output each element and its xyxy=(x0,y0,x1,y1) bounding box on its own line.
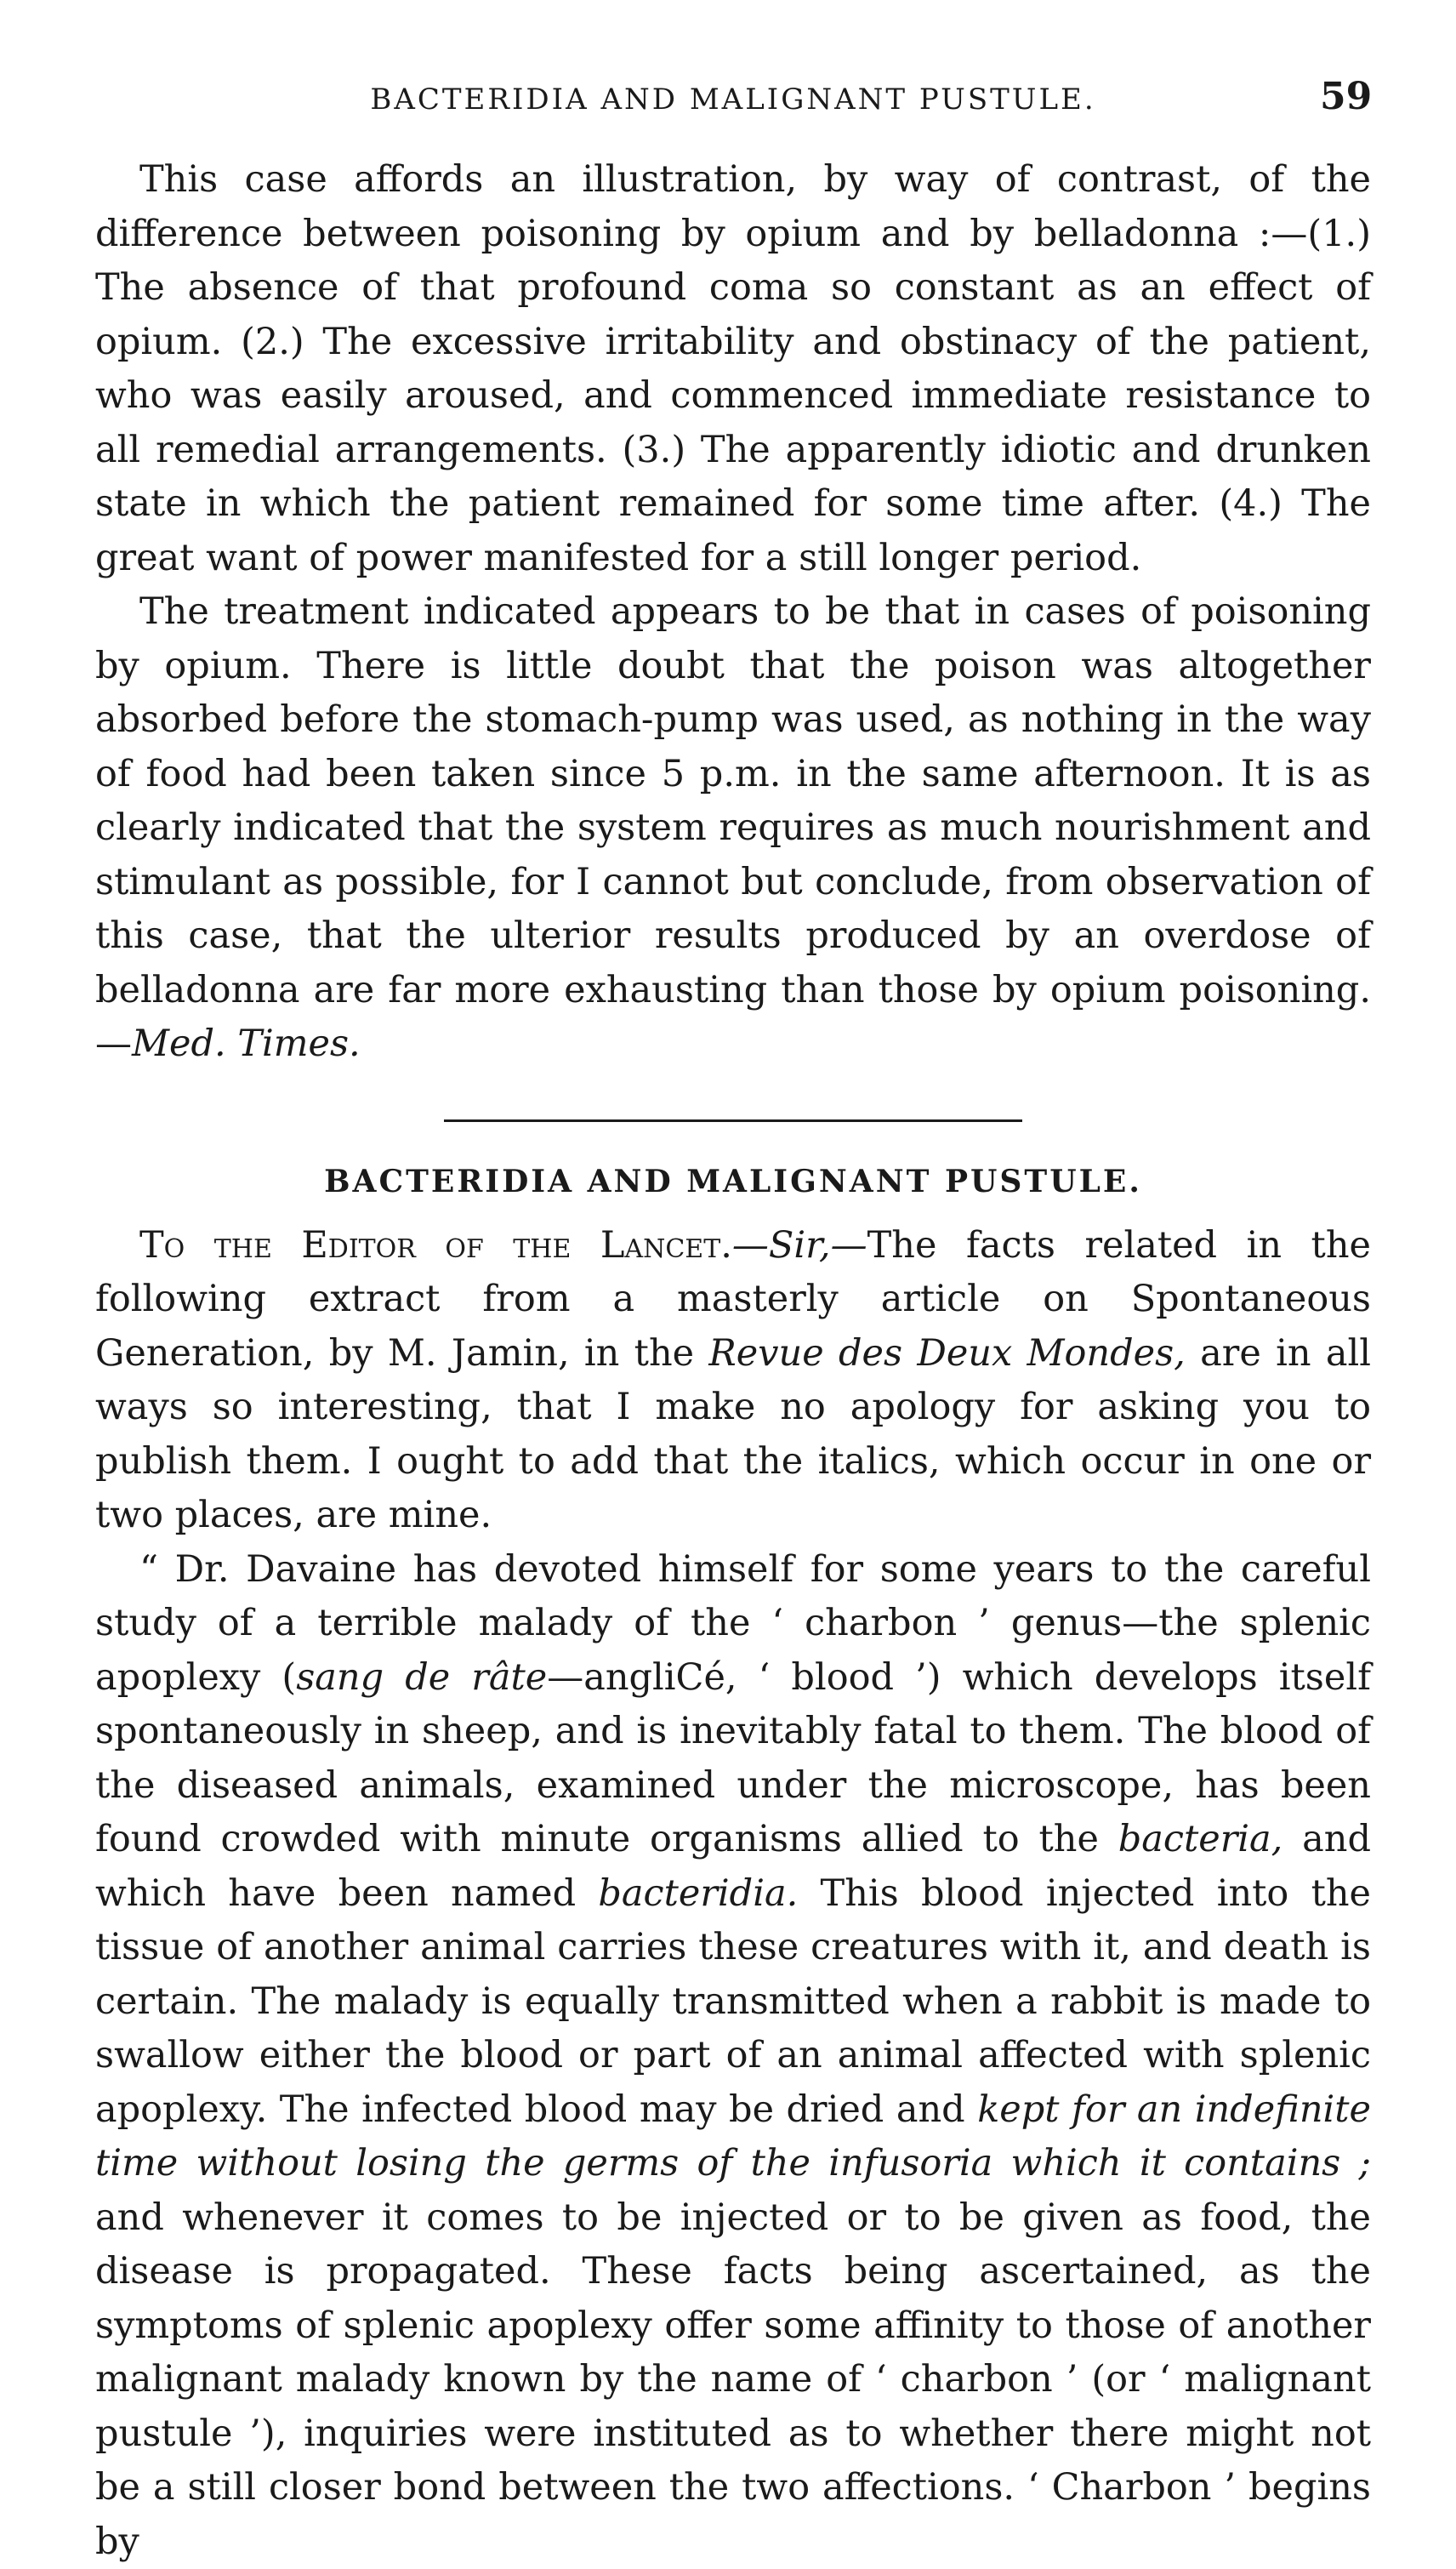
journal-title: Revue des Deux Mondes, xyxy=(708,1332,1185,1375)
paragraph xyxy=(95,585,1371,1072)
paragraph xyxy=(95,1219,1371,1543)
italic-term: sang de râte xyxy=(296,1656,547,1699)
page xyxy=(95,75,1371,2569)
italic-passage: kept for an indefinite time without losing the germs of the infusoria which it contains ; xyxy=(95,2088,1371,2185)
running-title: BACTERIDIA AND MALIGNANT PUSTULE. xyxy=(95,83,1320,117)
paragraph-text: This blood injected into the tissue of another animal carries these creatures with it, and death is certain. The malady is equally transmitted when a rabbit is made to swallow either the blood or part of an animal affected with splenic apoplexy. The infected blood may be dried and xyxy=(95,1872,1371,2131)
paragraph-text: The facts related in the following extract from a masterly article on Spontaneous Generation, by M. Jamin, in the xyxy=(95,1224,1371,1375)
paragraph-text: —angliCé, ‘ blood ’) which develops itself spontaneously in sheep, and is inevitably fatal to them. The blood of the diseased animals, examined under the microscope, has been found crowded with minute organisms allied to the xyxy=(95,1656,1371,1861)
italic-term: bacteria, xyxy=(1118,1818,1283,1860)
salutation-sir: —Sir,— xyxy=(732,1224,867,1267)
italic-term: bacteridia. xyxy=(598,1872,798,1915)
source-citation: Med. Times. xyxy=(132,1022,361,1065)
running-header xyxy=(95,75,1371,134)
section-title: BACTERIDIA AND MALIGNANT PUSTULE. xyxy=(95,1156,1371,1207)
section-divider xyxy=(444,1119,1022,1122)
paragraph-text: and whenever it comes to be injected or to be given as food, the disease is propagated. These facts being ascertained, as the symptoms of splenic apoplexy offer some affinity to those of another malignant malady known by the name of ‘ charbon ’ (or ‘ malignant pustule ’), inquiries were instituted as to whether there might not be a still closer bond between the two affections. ‘ Charbon ’ begins by xyxy=(95,2196,1371,2563)
paragraph-text: and which have been named xyxy=(95,1818,1371,1915)
page-number: 59 xyxy=(1320,75,1371,118)
paragraph-text: are in all ways so interesting, that I make no apology for asking you to publish them. I ought to add that the italics, which occur in one or two places, are mine. xyxy=(95,1332,1371,1537)
paragraph-text: “ Dr. Davaine has devoted himself for some years to the careful study of a terrible malady of the ‘ charbon ’ genus—the splenic apoplexy ( xyxy=(95,1548,1371,1699)
salutation: To the Editor of the Lancet. xyxy=(139,1224,732,1267)
article-bacteridia xyxy=(95,1156,1371,2569)
paragraph-text: This case affords an illustration, by way of contrast, of the difference between poisoning by opium and by belladonna :—(1.) The absence of that profound coma so constant as an effect of opium. (2.) The excessive irritability and obstinacy of the patient, who was easily aroused, and commenced immediate resistance to all remedial arrangements. (3.) The apparently idiotic and drunken state in which the patient remained for some time after. (4.) The great want of power manifested for a still longer period. xyxy=(95,158,1371,579)
article-belladonna xyxy=(95,153,1371,1072)
paragraph-text: The treatment indicated appears to be that in cases of poisoning by opium. There is little doubt that the poison was altogether absorbed before the stomach-pump was used, as nothing in the way of food had been taken since 5 p.m. in the same afternoon. It is as clearly indicated that the system requires as much nourishment and stimulant as possible, for I cannot but conclude, from observation of this case, that the ulterior results produced by an overdose of belladonna are far more exhausting than those by opium poisoning.— xyxy=(95,590,1371,1065)
paragraph xyxy=(95,153,1371,585)
paragraph xyxy=(95,1543,1371,2569)
